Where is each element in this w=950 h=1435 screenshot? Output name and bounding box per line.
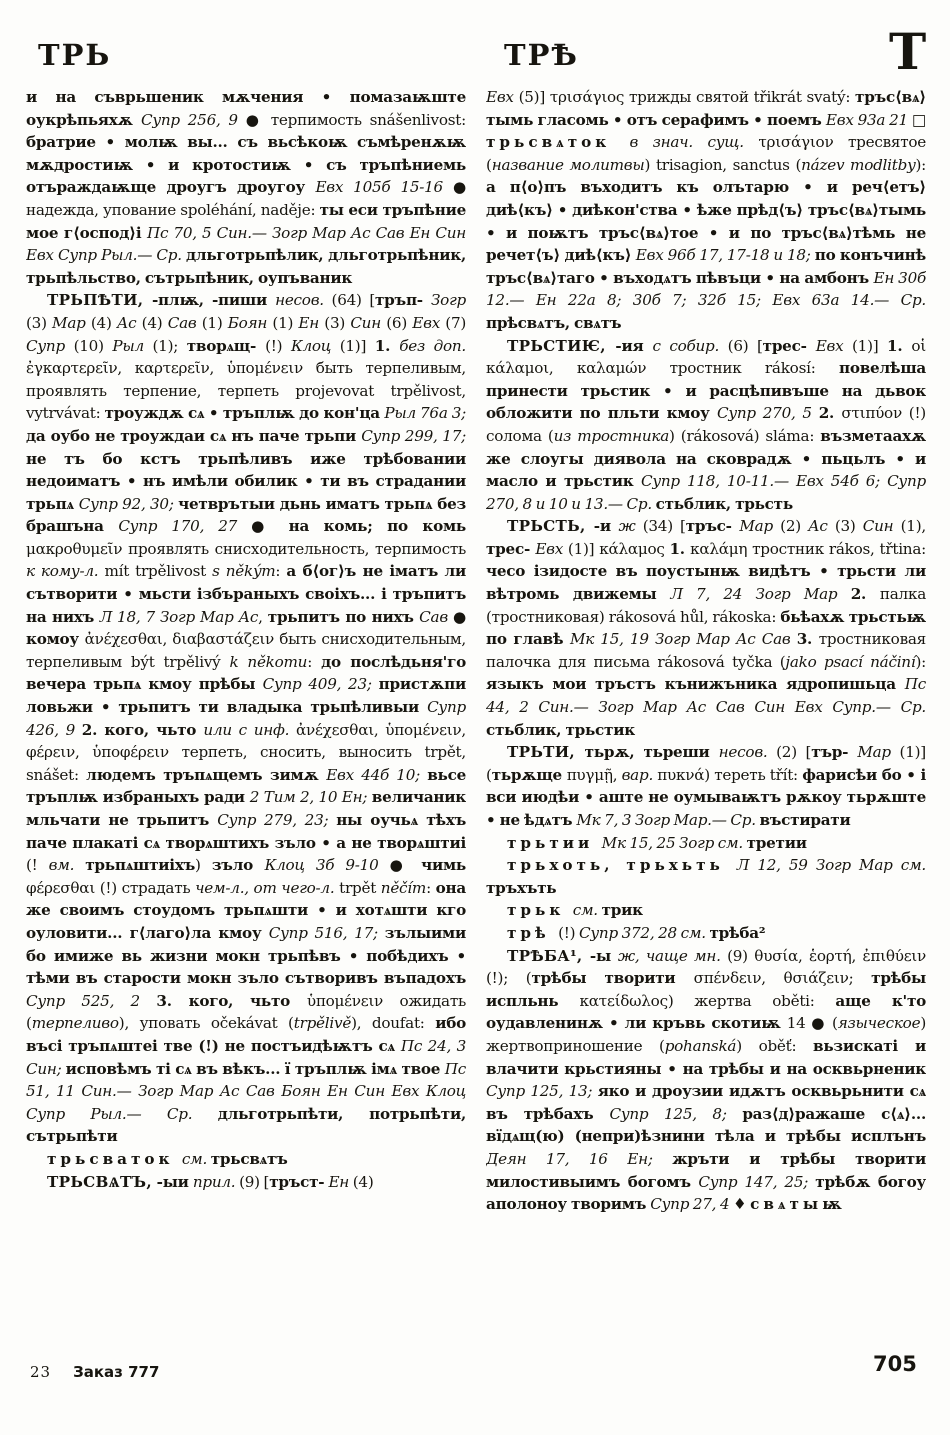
text-segment-o: трик	[601, 901, 643, 920]
text-segment-t: mít trpělivost	[104, 562, 213, 581]
text-segment-i: Деян 17, 16 Ен;	[486, 1149, 673, 1168]
text-segment-g: οἱ κάλαμοι, καλαμών	[486, 336, 926, 378]
text-segment-i: jako psací náčiní	[785, 652, 916, 671]
entry-trstije	[486, 335, 926, 516]
text-segment-o: а б⟨ог⟩ъ не іматъ ли сътворити • мьсти ізбъраныхъ своіхъ... і тръпитъ на нихъ	[26, 562, 466, 626]
text-segment-i: pohanská	[664, 1036, 737, 1055]
crossref-trsvatoje	[26, 1148, 466, 1171]
print-order-text: Заказ 777	[73, 1363, 160, 1381]
text-segment-o: трьсвѧтъ	[210, 1149, 288, 1168]
text-segment-g: κάλαμος	[599, 539, 670, 558]
text-segment-b: комоу	[26, 630, 85, 649]
text-segment-o: възметаахѫ же слоугы диявола на сковрадѫ • пьцьлъ • и масло и трьстик	[486, 426, 926, 491]
text-segment-g: πυγμῇ	[566, 765, 613, 784]
text-segment-i: Мар	[739, 517, 781, 536]
text-segment-i: Пс 70, 5 Син.— Зогр Мар Ас Сав Ен Син Евх Супр Рыл.— Ср.	[26, 223, 466, 265]
text-segment-i: Клоц	[290, 336, 340, 355]
text-segment-o: вьзискаті и влачити крьстияны • на трѣбы и на осквьрненик	[486, 1036, 926, 1078]
text-segment-t: (4)	[90, 313, 117, 332]
text-segment-i: см.	[181, 1149, 211, 1168]
text-segment-i: Супр 27, 4	[650, 1195, 734, 1214]
text-segment-o: и на съврьшеник мѫчения • помазаѭште оукрѣпьяхѫ	[26, 88, 466, 129]
text-segment-o: дльготрьпѣти, потрьпѣти, сътрьпѣти	[26, 1104, 466, 1146]
text-segment-t: (3)	[26, 313, 53, 332]
text-segment-i: Супр 125, 13;	[486, 1082, 598, 1101]
text-segment-t: (7)	[445, 313, 466, 332]
text-segment-o: -ия	[615, 336, 653, 355]
text-segment-h: ТРЬТИ,	[507, 743, 585, 762]
text-segment-i: Евх	[535, 539, 568, 558]
text-segment-i: см.	[572, 901, 602, 920]
text-segment-g: μακροθυμεῖν	[26, 539, 129, 558]
text-segment-i: Л 18, 7 Зогр Мар Ас	[99, 607, 259, 626]
text-segment-i: Л 7, 24 Зогр Мар	[670, 585, 851, 604]
text-segment-i: Супр 299, 17;	[361, 426, 466, 445]
text-segment-o: -плѭ, -пиши	[151, 291, 276, 310]
text-segment-g: καλάμη	[690, 539, 753, 558]
text-segment-o: ты еси тръпѣние мое г⟨оспод⟩і	[26, 200, 466, 242]
text-segment-i: název modlitby	[801, 155, 916, 174]
text-segment-o: величаник мльчати не трьпитъ	[26, 788, 466, 829]
text-segment-t: (1)	[272, 313, 299, 332]
text-segment-i: Сав	[419, 607, 453, 626]
text-segment-i: Евх 105б 15-16	[315, 178, 453, 197]
text-segment-t: ♦	[733, 1195, 751, 1214]
text-segment-i: Син	[350, 313, 387, 332]
text-segment-i: Мк 15, 25 Зогр см.	[601, 833, 747, 852]
text-segment-t: trpět	[339, 878, 381, 897]
text-column-right	[486, 86, 926, 1362]
text-segment-t: )	[195, 856, 212, 875]
text-segment-t: (!	[26, 856, 49, 875]
text-segment-o: четврътыи дьнь иматъ трьпѧ без брашъна	[26, 494, 466, 536]
text-segment-t: ●	[389, 856, 422, 875]
text-segment-i: Син	[862, 517, 901, 536]
text-segment-t: ) trisagion, sanctus (	[644, 155, 802, 174]
text-segment-o: третии	[746, 833, 807, 852]
crossref-trhot	[486, 854, 926, 899]
text-segment-t: :	[426, 878, 436, 897]
text-segment-t: ), doufat:	[351, 1014, 436, 1033]
text-segment-t: (!); (	[486, 969, 532, 988]
text-segment-i: Евх	[486, 88, 519, 106]
text-segment-g: ἀνέχεσθαι, διαβαστάζειν	[84, 630, 280, 649]
text-segment-o: братрие • молѭ вы... съ вьсѣкоѭ съмѣренѫѭ мѫдростиѭ • и кротостиѭ • съ тръпѣниемь отъраждаѭще дроугъ дроугоу	[26, 133, 466, 197]
text-segment-i: k někomu	[229, 652, 308, 671]
entry-trpeti	[26, 289, 466, 1148]
text-segment-b: 3.	[796, 630, 819, 649]
print-order-line	[30, 1363, 159, 1381]
text-segment-t: (!) страдать	[99, 878, 196, 897]
text-segment-t: (1)]	[339, 336, 375, 355]
text-segment-i: 2 Тим 2, 10 Ен;	[249, 788, 372, 807]
text-segment-t: ,	[258, 607, 268, 626]
text-segment-t: ● терпимость snášenlivost:	[245, 110, 466, 129]
text-segment-i: Евх	[815, 336, 852, 355]
text-segment-t: тростник rákos, třtina:	[752, 539, 926, 558]
text-segment-i: Супр 256, 9	[140, 110, 246, 129]
text-segment-o: трѣбы испльнь	[486, 969, 926, 1010]
text-segment-h: ТРѢБА¹,	[507, 946, 590, 965]
text-column-left	[26, 86, 466, 1362]
text-segment-o: не тъ бо кстъ трьпѣливъ иже трѣбовании недоиматъ • нъ имѣли обилик • ти въ страдании трьпѧ	[26, 449, 466, 513]
text-segment-t: (34) [	[642, 517, 686, 536]
text-segment-i: или с инф.	[203, 720, 297, 739]
text-segment-o: трѣбѫ богоу аполоноу творимъ	[486, 1172, 926, 1214]
text-segment-g: σπένδειν, θσιάζειν	[693, 969, 849, 988]
text-segment-o: чесо ізидосте въ поустынѭ видѣтъ • трьсти ли вѣтромь движемы	[486, 562, 926, 604]
text-segment-t: (1),	[900, 517, 926, 536]
text-segment-b: 2. кого, чьто	[81, 720, 204, 739]
entry-treba	[486, 945, 926, 1216]
text-segment-o: дльготрьпѣлик, дльготрьпѣник, трьпѣльство, сътрьпѣник, оупъваник	[26, 246, 466, 287]
text-segment-i: Супр 92, 30;	[78, 494, 179, 513]
text-segment-g: φέρεσθαι	[26, 878, 100, 897]
text-segment-o: повелѣша принести трьстик • и расцѣпивъше на дьвок обложити по пльти кмоу	[486, 359, 926, 423]
text-segment-t: (1)]	[852, 336, 888, 355]
text-segment-t: (9) [	[239, 1172, 270, 1191]
text-segment-i: Супр 279, 23;	[217, 811, 337, 829]
text-segment-o: въстирати	[759, 811, 851, 829]
text-segment-o: фарисѣи бо • і вси июдѣи • аште не оумываѭтъ рѫкоу тьрѫште • не ѣдѧтъ	[486, 765, 926, 829]
text-segment-o: творѧщ-	[186, 336, 266, 355]
text-segment-i: Супр 426, 9	[26, 698, 466, 739]
text-segment-t: (1)]	[567, 539, 600, 558]
text-segment-i: несов.	[718, 743, 777, 762]
text-segment-i: Супр 372, 28 см.	[579, 923, 710, 942]
text-segment-sp: свѧтыѭ	[750, 1195, 846, 1214]
text-segment-t: ) жертвоприношение (	[486, 1014, 926, 1055]
text-segment-i: чем-л., от чего-л.	[195, 878, 340, 897]
text-segment-o: тьрѫще	[491, 765, 567, 784]
text-segment-t: палка (тростниковая) rákosová hůl, rákoska:	[486, 585, 926, 626]
text-segment-i: Евх 44б 10;	[326, 765, 428, 784]
text-segment-i: Рыл	[112, 336, 153, 355]
text-segment-i: trpělivě	[293, 1014, 352, 1033]
text-segment-b: 2.	[850, 585, 880, 604]
text-segment-o: ны оучьѧ тѣхъ паче плакаті сѧ творѧштихъ зъло • а не творѧштиі	[26, 811, 466, 852]
text-segment-i: Ен	[298, 313, 325, 332]
text-segment-g: ἀνέχεσθαι, ὑπομένειν, φέρειν, ὑποφέρειν	[26, 720, 466, 762]
text-segment-i: Супр 409, 23;	[262, 675, 379, 694]
text-segment-t: (1)] (	[486, 743, 926, 784]
text-segment-i: Супр 170, 27	[118, 517, 252, 536]
text-segment-o: тър-	[811, 743, 858, 762]
text-segment-i: Супр 270, 5	[716, 404, 819, 423]
text-segment-t: (!)	[265, 336, 291, 355]
text-segment-o: аще к'то оудавленинѫ • ли кръвь скотиѭ	[486, 991, 926, 1033]
text-segment-t: (1)	[201, 313, 228, 332]
text-segment-i: Боян	[227, 313, 273, 332]
page-number: 705	[873, 1352, 917, 1376]
text-segment-i: Мк 15, 19 Зогр Мар Ас Сав	[569, 630, 797, 649]
text-segment-sp: трьтии	[507, 833, 602, 852]
text-segment-i: вм.	[48, 856, 86, 875]
crossref-trje	[486, 899, 926, 922]
text-segment-o: тръхъть	[486, 878, 557, 897]
text-segment-i: Клоц 3б 9-10	[264, 856, 390, 875]
text-segment-t: тростник rákosí:	[669, 359, 839, 378]
text-segment-t: ) тереть třít:	[704, 765, 803, 784]
print-order-number: 23	[30, 1363, 52, 1381]
text-segment-sp: трьк	[507, 901, 573, 920]
text-segment-t: (3)	[834, 517, 863, 536]
text-segment-o: стьблик, трьсть	[655, 494, 793, 513]
text-segment-t: (9)	[727, 946, 755, 965]
text-segment-i: языческое	[837, 1014, 921, 1033]
text-segment-t: (3)	[324, 313, 351, 332]
entry-trti	[486, 741, 926, 831]
text-segment-o: тръп-	[375, 291, 431, 310]
text-segment-i: Ен	[328, 1172, 353, 1191]
text-segment-t: (4)	[352, 1172, 374, 1191]
text-segment-t: (2) [	[776, 743, 812, 762]
text-segment-i: терпеливо	[31, 1014, 119, 1033]
text-segment-t: :	[307, 652, 322, 671]
text-segment-o: -ы	[589, 946, 618, 965]
text-segment-o: тръс-	[685, 517, 740, 536]
entry-continuation-trpenije	[26, 86, 466, 289]
text-segment-b: 2.	[818, 404, 842, 423]
text-segment-i: Ен 30б 12.— Ен 22а 8; 30б 7; 32б 15; Евх 63а 14.— Ср.	[486, 268, 926, 310]
text-segment-o: зълыими бо имиже вь жизни мокн трьпѣвъ • побѣдихъ • тѣми въ старости мокн зъло сътворивъ въпадохъ	[26, 923, 466, 988]
text-segment-i: Супр 525, 2	[26, 991, 157, 1010]
text-segment-t: ●	[251, 517, 289, 536]
text-segment-i: ж	[618, 517, 643, 536]
text-segment-g: θυσία, ἑορτή, ἐπιθύειν	[754, 946, 926, 965]
text-segment-o: исповѣмъ ті сѧ въ вѣкъ... ї тръплѭ імѧ твое	[65, 1059, 445, 1078]
crossref-trtii	[486, 832, 926, 855]
text-segment-g: τρισάγιος	[549, 88, 629, 106]
text-segment-i: из тростника	[553, 426, 670, 445]
text-segment-t: (2)	[780, 517, 809, 536]
text-segment-o: да оубо не троуждаи сѧ нъ паче трьпи	[26, 426, 362, 445]
text-segment-t: ожидать (	[26, 991, 466, 1033]
text-segment-t: тростниковая палочка для письма rákosová tyčka (	[486, 630, 926, 671]
text-segment-i: в знач. сущ.	[629, 133, 759, 152]
text-segment-g: ὑπομένειν	[306, 991, 400, 1010]
text-segment-o: -и	[593, 517, 619, 536]
text-segment-t: (1);	[152, 336, 187, 355]
text-segment-h: ТРЬСТИѤ,	[507, 336, 616, 355]
text-segment-b: 3. кого, чьто	[156, 991, 307, 1010]
text-segment-o: бьѣахѫ трьстьѭ по главѣ	[486, 607, 926, 649]
text-segment-i: Мар	[857, 743, 900, 762]
text-segment-i: Супр	[26, 336, 74, 355]
text-segment-i: с собир.	[652, 336, 728, 355]
text-segment-h: ТРЬСТЬ,	[507, 517, 594, 536]
text-segment-t: ● надежда, упование spoléhání, naděje:	[26, 178, 466, 219]
entry-trsvat	[26, 1171, 466, 1194]
text-segment-i: Пс 51, 11 Син.— Зогр Мар Ас Сав Боян Ен Син Евх Клоц Супр Рыл.— Ср.	[26, 1059, 466, 1123]
text-segment-o: языкъ мои тръстъ кънижъника ядропишьца	[486, 675, 905, 694]
text-segment-t: ,	[612, 765, 622, 784]
text-segment-o: пристѫпи ловьжи • трьпитъ ти владыка трьпѣливыи	[26, 675, 466, 717]
text-segment-o: -ыи	[156, 1172, 193, 1191]
text-segment-i: Ас	[808, 517, 835, 536]
text-segment-i: Ас	[116, 313, 142, 332]
crossref-tre	[486, 922, 926, 945]
text-segment-i: Евх 96б 17, 17-18 и 18;	[635, 246, 815, 265]
section-letter: Т	[889, 22, 927, 81]
text-segment-t: ):	[915, 652, 926, 671]
text-segment-g: ἐγκαρτερεῖν, καρτερεῖν, ὑπομένειν	[26, 359, 316, 378]
text-segment-sp: трѣ	[507, 923, 559, 942]
text-segment-o: трес-	[486, 539, 536, 558]
text-segment-o: вьсе тръплѭ избраныхъ ради	[26, 765, 466, 807]
running-head-left: ТРЬ	[38, 38, 112, 72]
text-segment-i: ж, чаще мн.	[617, 946, 728, 965]
text-segment-b: 1.	[887, 336, 912, 355]
text-segment-g: τρισάγιον	[758, 133, 848, 152]
text-segment-i: Супр 516, 17;	[268, 923, 385, 942]
text-segment-t: (5)]	[518, 88, 550, 106]
text-segment-o: она же своимъ стоудомъ трьпѧшти • и хотѧшти кго оуловити... г⟨лаго⟩ла кмоу	[26, 878, 466, 942]
text-segment-t: проявлять снисходительность, терпимость	[128, 539, 466, 558]
text-segment-g: κατείδωλος	[579, 991, 668, 1010]
text-segment-t: тресвятое (	[486, 133, 926, 174]
text-segment-i: Сав	[167, 313, 202, 332]
text-segment-o: трѣба²	[709, 923, 766, 942]
text-segment-t: ) (rákosová) sláma:	[669, 426, 821, 445]
text-segment-t: (4)	[141, 313, 168, 332]
text-segment-t: (10)	[73, 336, 113, 355]
text-segment-b: чимь	[421, 856, 466, 875]
text-segment-g: στιπύον	[841, 404, 909, 423]
text-segment-i: прил.	[192, 1172, 240, 1191]
text-segment-g: πυκνά	[657, 765, 705, 784]
text-segment-sp: трьсвѧток	[486, 133, 630, 152]
text-segment-b: 1.	[669, 539, 691, 558]
text-segment-o: раз⟨д⟩ражаше с⟨ѧ⟩... вїдѧщ(ю) (непри)ѣзнини тѣла и трѣбы исплънъ	[486, 1104, 926, 1146]
text-segment-i: Евх	[412, 313, 446, 332]
entry-continuation-trsvat	[486, 86, 926, 335]
text-segment-o: до послѣдьня'го вечера трьпѧ кмоу прѣбы	[26, 652, 466, 694]
text-segment-t: :	[275, 562, 287, 581]
text-segment-t: ●	[452, 607, 466, 626]
text-segment-i: Мк 7, 3 Зогр Мар.— Ср.	[576, 811, 760, 829]
text-segment-o: трьпитъ по нихъ	[267, 607, 420, 626]
text-segment-o: трьпѧштиіхъ	[85, 856, 196, 875]
entry-trst	[486, 515, 926, 741]
text-segment-i: něčím	[380, 878, 427, 897]
text-segment-o: тръс⟨вѧ⟩тымь гласомь • отъ серафимъ • поемъ	[486, 88, 926, 129]
text-segment-t: ) жертва oběti:	[667, 991, 836, 1010]
text-segment-t: ;	[848, 969, 872, 988]
text-segment-o: ибо въсі тръпѧштеі тве (!) не постъидѣѭтъ сѧ	[26, 1014, 466, 1055]
text-segment-i: Пс 44, 2 Син.— Зогр Мар Ас Сав Син Евх Супр.— Ср.	[486, 675, 926, 717]
text-segment-o: а п⟨о⟩пъ въходитъ къ олътарю • и реч⟨етъ⟩ диѣ⟨къ⟩ • диѣкон'ства • ѣже прѣд⟨ъ⟩ тръс⟨вѧ⟩тымь • и поѭтъ тръс⟨вѧ⟩тое • и по тръс⟨вѧ⟩тѣмь не речет⟨ъ⟩ диѣ⟨къ⟩	[486, 178, 926, 265]
text-segment-o: тръст-	[269, 1172, 329, 1191]
text-segment-b: 1.	[374, 336, 400, 355]
text-segment-t: □	[911, 110, 926, 129]
text-segment-sp: трьсваток	[47, 1149, 182, 1168]
text-segment-t: 14 ● (	[786, 1014, 838, 1033]
text-segment-o: стьблик, трьстик	[486, 720, 635, 739]
text-segment-o: трѣбы творити	[531, 969, 694, 988]
text-segment-h: ТРЬПѢТИ,	[47, 291, 152, 310]
text-segment-i: s někým	[212, 562, 276, 581]
text-segment-t: ) oběť:	[736, 1036, 814, 1055]
text-segment-o: яко и дроузии идѫтъ осквьрьнити сѧ въ трѣбахъ	[486, 1082, 926, 1123]
text-segment-t: (!)	[558, 923, 579, 942]
text-segment-t: (6) [	[727, 336, 763, 355]
text-segment-sp: трьхоть, трьхьть	[507, 856, 737, 875]
text-segment-o: по конъчинѣ тръс⟨вѧ⟩таго • въходѧтъ пѣвъци • на амбонъ	[486, 246, 926, 287]
text-segment-i: Л 12, 59 Зогр Мар см.	[736, 856, 926, 875]
text-segment-i: вар.	[621, 765, 658, 784]
text-segment-i: Супр 125, 8;	[609, 1104, 743, 1123]
text-segment-t: ), уповать očekávat (	[118, 1014, 294, 1033]
text-segment-o: тьрѫ, тьреши	[584, 743, 719, 762]
text-segment-o: людемъ тръпѧщемъ зимѫ	[86, 765, 327, 784]
text-segment-i: Супр 118, 10-11.— Евх 54б 6; Супр 270, 8 и 10 и 13.— Ср.	[486, 472, 926, 513]
text-segment-i: без доп.	[399, 336, 466, 355]
text-segment-i: Евх 93а 21	[825, 110, 912, 129]
text-segment-o: троуждѫ сѧ • тръплѭ до кон'ца	[104, 404, 385, 423]
text-segment-o: зъло	[211, 856, 265, 875]
text-segment-o: трес-	[762, 336, 816, 355]
text-segment-o: прѣсвѧтъ, свѧтъ	[486, 313, 622, 332]
text-segment-t: трижды святой třikrát svatý:	[628, 88, 856, 106]
text-segment-t: терпеть, сносить, выносить trpět, snášet:	[26, 743, 466, 784]
text-segment-i: к кому-л.	[26, 562, 105, 581]
text-segment-i: несов.	[275, 291, 332, 310]
text-segment-t: ):	[915, 155, 926, 174]
text-segment-i: Зогр	[430, 291, 466, 310]
text-segment-i: Супр 147, 25;	[698, 1172, 816, 1191]
text-segment-o: жръти и трѣбы творити милостивыимъ богомъ	[486, 1149, 926, 1191]
text-segment-i: Мар	[52, 313, 91, 332]
text-segment-t: (64) [	[331, 291, 376, 310]
text-segment-t: (!) солома (	[486, 404, 926, 445]
text-segment-t: (6)	[386, 313, 413, 332]
text-segment-i: название молитвы	[491, 155, 645, 174]
text-segment-h: ТРЬСВѦТЪ,	[47, 1172, 157, 1191]
text-segment-t: быть снисходительным, терпеливым být trpělivý	[26, 630, 466, 671]
text-segment-i: Пс 24, 3 Син;	[26, 1036, 466, 1078]
running-head-center: ТРѢ	[504, 38, 579, 72]
text-segment-b: на комь; по комь	[288, 517, 466, 536]
text-segment-i: Рыл 76а 3;	[384, 404, 466, 423]
text-segment-t: быть терпеливым, проявлять терпение, терпеть projevovat trpělivost, vytrvávat:	[26, 359, 466, 423]
